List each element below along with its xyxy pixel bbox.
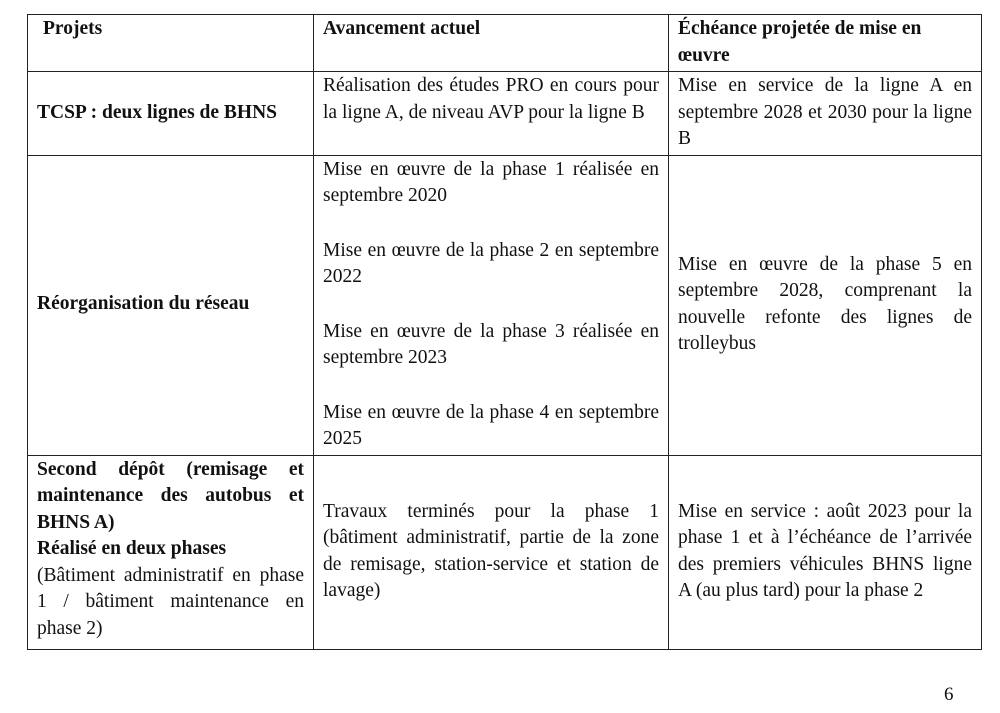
row3-project-subtitle: Réalisé en deux phases [37, 538, 227, 559]
progress-phase-1: Mise en œuvre de la phase 1 réalisée en septembre 2020 [323, 158, 659, 206]
table-row [28, 72, 982, 156]
row2-progress [314, 155, 669, 455]
header-echeance: Échéance projetée de mise en œuvre [669, 15, 982, 72]
row3-deadline: Mise en service : août 2023 pour la phase 1 et à l’échéance de l’arrivée des premiers véhicules BHNS ligne A (au plus tard) pour la phase 2 [669, 455, 982, 649]
row2-project: Réorganisation du réseau [28, 155, 314, 455]
table-row [28, 155, 982, 455]
table-row [28, 455, 982, 649]
table-header-row [28, 15, 982, 72]
header-projets: Projets [28, 15, 314, 72]
row3-progress: Travaux terminés pour la phase 1 (bâtiment administratif, partie de la zone de remisage, station-service et station de lavage) [314, 455, 669, 649]
row1-progress: Réalisation des études PRO en cours pour la ligne A, de niveau AVP pour la ligne B [314, 72, 669, 156]
row3-project [28, 455, 314, 649]
row2-deadline: Mise en œuvre de la phase 5 en septembre 2028, comprenant la nouvelle refonte des lignes de trolleybus [669, 155, 982, 455]
progress-phase-2: Mise en œuvre de la phase 2 en septembre 2022 [323, 239, 659, 287]
row3-project-title: Second dépôt (remisage et maintenance des autobus et BHNS A) [37, 458, 304, 533]
progress-phase-4: Mise en œuvre de la phase 4 en septembre 2025 [323, 401, 659, 449]
progress-phase-3: Mise en œuvre de la phase 3 réalisée en septembre 2023 [323, 320, 659, 368]
header-avancement: Avancement actuel [314, 15, 669, 72]
row1-project: TCSP : deux lignes de BHNS [28, 72, 314, 156]
page-number: 6 [944, 684, 954, 705]
row3-project-detail: (Bâtiment administratif en phase 1 / bâtiment maintenance en phase 2) [37, 564, 304, 639]
projects-table [27, 14, 982, 650]
row1-deadline: Mise en service de la ligne A en septembre 2028 et 2030 pour la ligne B [669, 72, 982, 156]
